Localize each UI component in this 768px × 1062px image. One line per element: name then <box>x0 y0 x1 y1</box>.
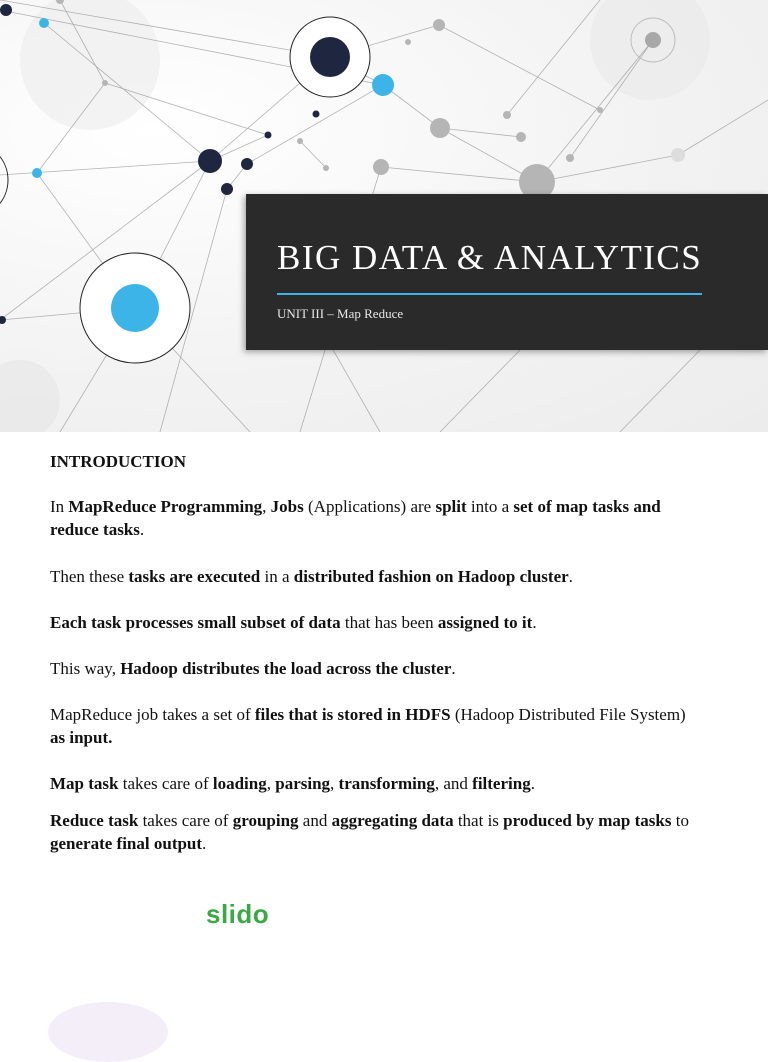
paragraph-load-distribution: This way, Hadoop distributes the load across the cluster. <box>50 659 456 678</box>
paragraph-reduce-task: Reduce task takes care of grouping and aggregating data that is produced by map tasks to generate final output. <box>50 811 689 853</box>
paragraph-jobs-split: In MapReduce Programming, Jobs (Applications) are split into a set of map tasks and reduce tasks. <box>50 497 661 539</box>
title-banner <box>246 194 768 350</box>
section-heading: INTRODUCTION <box>50 452 187 471</box>
paragraph-each-task: Each task processes small subset of data that has been assigned to it. <box>50 613 537 632</box>
decorative-circle <box>48 1002 168 1062</box>
title-slide <box>0 0 768 432</box>
slide-subtitle: UNIT III – Map Reduce <box>277 306 404 321</box>
paragraph-tasks-executed: Then these tasks are executed in a distributed fashion on Hadoop cluster. <box>50 567 573 586</box>
title-underline <box>277 293 702 295</box>
slide-title: BIG DATA & ANALYTICS <box>277 238 703 277</box>
paragraph-hdfs-input: MapReduce job takes a set of files that is stored in HDFS (Hadoop Distributed File System) as input. <box>50 705 686 747</box>
paragraph-map-task: Map task takes care of loading, parsing, transforming, and filtering. <box>50 774 535 793</box>
document-body <box>50 450 690 855</box>
slido-logo: slido <box>206 899 270 929</box>
